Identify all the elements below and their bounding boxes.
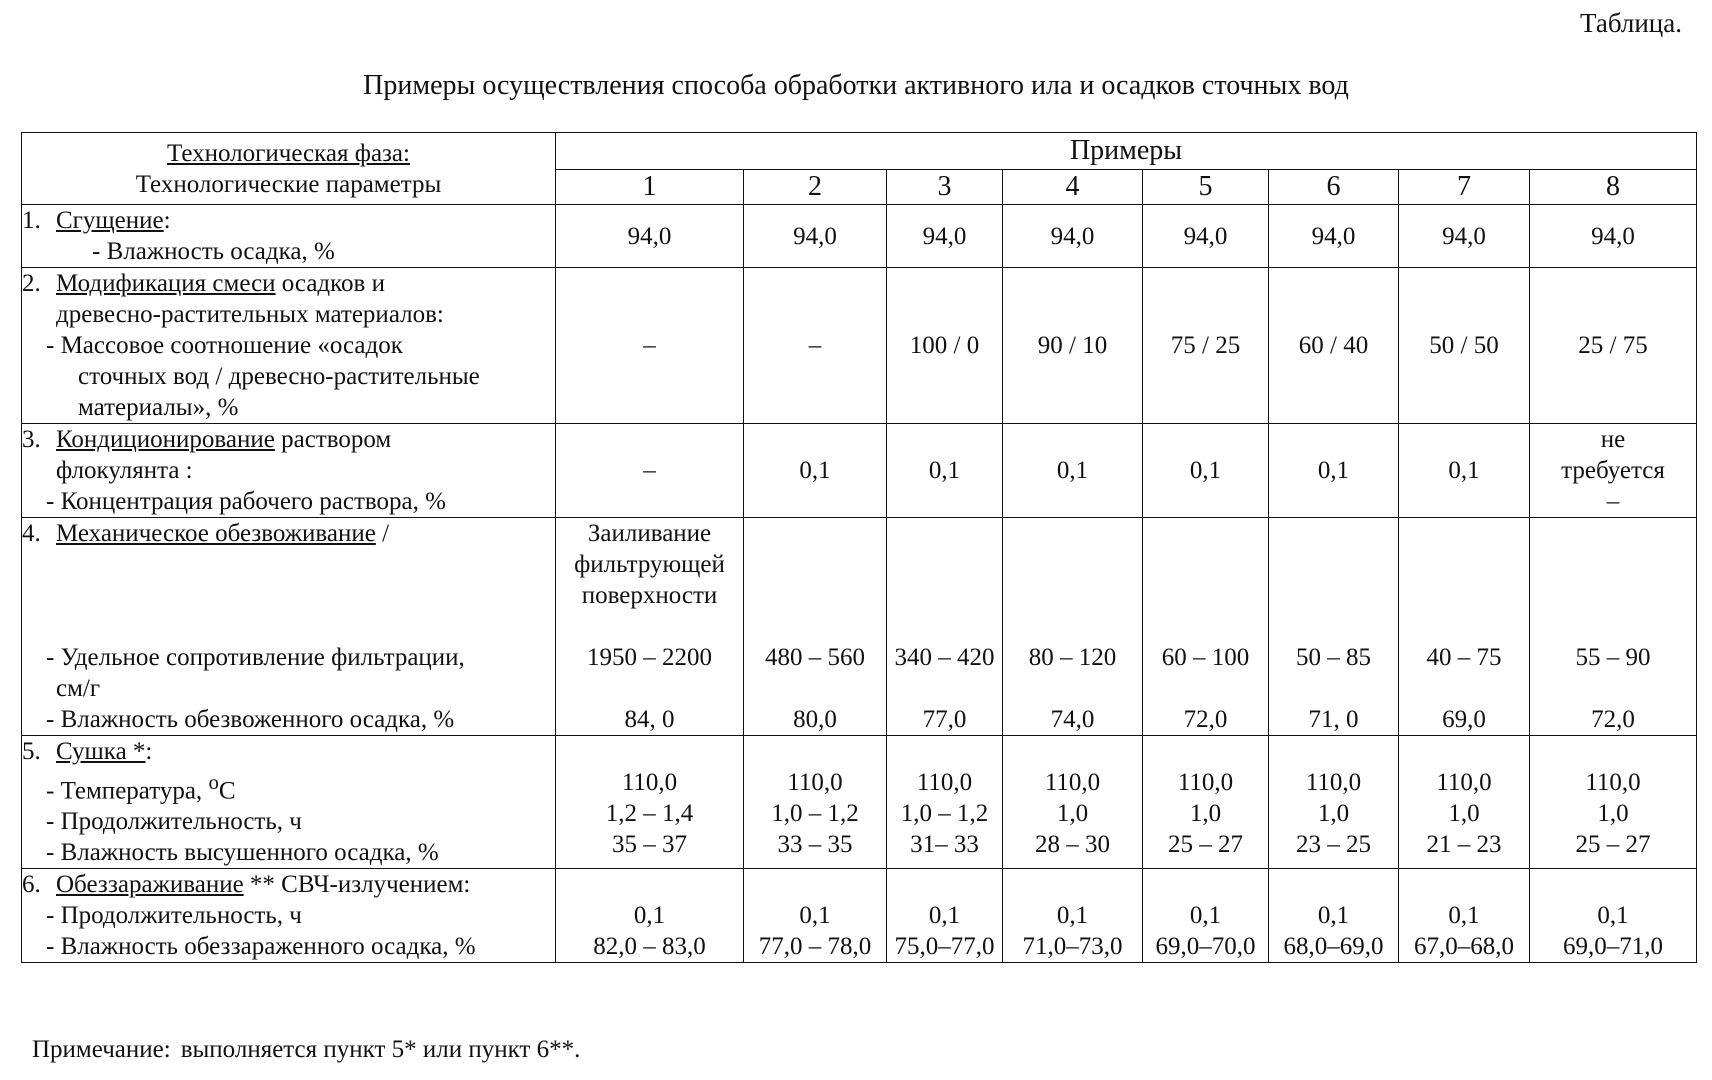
param-label: - Влажность высушенного осадка, % [46, 839, 439, 867]
value-cell: 0,1 [1399, 424, 1530, 518]
value-line: 110,0 [1044, 769, 1101, 796]
value-cell [1399, 518, 1530, 736]
param-label: - Влажность осадка, % [92, 238, 335, 265]
example-number: 7 [1399, 170, 1530, 205]
phase-name: Механическое обезвоживание [56, 520, 376, 547]
value-cell: 0,1 [744, 424, 887, 518]
param-label-cont: сточных вод / древесно-растительные [78, 363, 480, 390]
phase-name: Сгущение [56, 207, 164, 234]
value-line: 0,1 [633, 902, 666, 930]
value-cell [1269, 869, 1399, 963]
value-cell [1530, 518, 1697, 736]
value-line: 50 – 85 [1296, 644, 1371, 671]
value-line: 25 – 27 [1168, 831, 1243, 858]
value-line: 67,0–68,0 [1414, 933, 1514, 961]
value-line: 110,0 [1585, 769, 1641, 796]
value-line: 110,0 [1436, 769, 1492, 796]
value-line: 340 – 420 [894, 644, 995, 671]
value-line: 1,0 [1448, 800, 1480, 827]
value-line: 72,0 [1591, 706, 1635, 733]
drying-params [22, 736, 556, 869]
value-line: 110,0 [787, 769, 843, 796]
value-line: 68,0–69,0 [1283, 933, 1384, 961]
disinfection-params [22, 869, 556, 963]
value-line: 31– 33 [910, 831, 979, 858]
phase-suffix: : [163, 207, 171, 234]
phase-suffix: осадков и [275, 270, 385, 297]
value-line: 33 – 35 [777, 831, 853, 858]
param-label-cont: см/г [56, 675, 101, 702]
value-line: 71,0–73,0 [1022, 933, 1123, 961]
value-line: 77,0 – 78,0 [758, 933, 872, 961]
value-cell: 94,0 [1399, 205, 1530, 268]
value-cell [1003, 736, 1143, 869]
example-number: 4 [1003, 170, 1143, 205]
row-number: 2. [22, 270, 41, 297]
param-label: - Продолжительность, ч [46, 808, 302, 836]
param-label-cont: материалы», % [78, 394, 239, 421]
phase-suffix: раствором [274, 426, 392, 453]
header-phase-label: Технологическая фаза: [167, 139, 410, 167]
spacer [556, 673, 743, 704]
value-line: 25 – 27 [1575, 831, 1651, 858]
value-cell: 75 / 25 [1143, 268, 1269, 424]
value-line: 1,0 – 1,2 [900, 800, 989, 827]
value-line: 1,0 – 1,2 [771, 800, 859, 827]
value-cell: 100 / 0 [887, 268, 1003, 424]
footnote [32, 1036, 580, 1064]
param-text: - Температура, [46, 777, 209, 805]
value-line: требуется [1561, 457, 1665, 484]
value-line: 77,0 [922, 706, 967, 733]
value-line: 69,0–71,0 [1563, 933, 1664, 961]
phase-suffix: : [145, 738, 153, 765]
spacer [556, 611, 743, 642]
value-cell [887, 518, 1003, 736]
header-examples: Примеры [556, 133, 1697, 170]
value-cell: 94,0 [1269, 205, 1399, 268]
value-line: фильтрующей [574, 551, 725, 578]
value-line: 0,1 [928, 902, 961, 930]
value-line: 71, 0 [1308, 706, 1359, 733]
value-line: 1,0 [1189, 800, 1222, 827]
footnote-text: выполняется пункт 5* или пункт 6**. [180, 1036, 581, 1063]
value-line: 110,0 [1177, 769, 1234, 796]
thickening-params [22, 205, 556, 268]
phase-name: Сушка * [56, 738, 146, 765]
value-line: 28 – 30 [1035, 831, 1110, 858]
value-line: 0,1 [1317, 902, 1350, 930]
row-number: 5. [22, 738, 41, 765]
degree-mark: o [208, 770, 219, 794]
value-cell: 94,0 [556, 205, 744, 268]
value-cell [1143, 736, 1269, 869]
table-row-modification [22, 268, 1697, 424]
value-cell: 94,0 [1143, 205, 1269, 268]
value-line: 1950 – 2200 [587, 644, 712, 671]
value-cell [1269, 736, 1399, 869]
row-number: 3. [22, 426, 41, 453]
value-line: 82,0 – 83,0 [593, 933, 706, 961]
value-line: 480 – 560 [765, 644, 865, 671]
value-line: 0,1 [1597, 902, 1629, 930]
value-line: 21 – 23 [1426, 831, 1502, 858]
value-cell: – [556, 268, 744, 424]
value-line: 69,0 [1442, 706, 1486, 733]
value-cell [1143, 518, 1269, 736]
phase-suffix: ** СВЧ-излучением: [243, 871, 471, 899]
value-cell: 60 / 40 [1269, 268, 1399, 424]
value-line: 35 – 37 [612, 831, 687, 858]
table-row-dewatering [22, 518, 1697, 736]
value-line: 110,0 [621, 769, 678, 796]
value-cell: 90 / 10 [1003, 268, 1143, 424]
value-line: 0,1 [1056, 902, 1089, 930]
table-label: Таблица. [1580, 8, 1682, 38]
phase-name: Обеззараживание [56, 871, 244, 899]
example-number: 5 [1143, 170, 1269, 205]
value-cell: – [744, 268, 887, 424]
value-line: 40 – 75 [1426, 644, 1502, 671]
value-line: 55 – 90 [1575, 644, 1651, 671]
phase-name: Модификация смеси [56, 270, 276, 297]
value-cell: 0,1 [1143, 424, 1269, 518]
example-number: 1 [556, 170, 744, 205]
value-line: 84, 0 [624, 706, 675, 733]
phase-suffix: / [375, 520, 390, 547]
value-line: – [1606, 488, 1620, 515]
value-cell [1003, 869, 1143, 963]
value-line: 1,0 [1317, 800, 1350, 827]
value-line: 74,0 [1050, 706, 1095, 733]
value-cell: 0,1 [1003, 424, 1143, 518]
value-cell [1143, 869, 1269, 963]
table-row-thickening [22, 205, 1697, 268]
value-line: 69,0–70,0 [1155, 933, 1256, 961]
value-cell [556, 736, 744, 869]
value-cell [556, 518, 744, 736]
value-line: 1,0 [1597, 800, 1629, 827]
table-row-disinfection [22, 869, 1697, 963]
example-number: 2 [744, 170, 887, 205]
value-cell: 25 / 75 [1530, 268, 1697, 424]
value-line: 0,1 [1189, 902, 1222, 930]
value-cell [1530, 736, 1697, 869]
value-line: 80,0 [793, 706, 837, 733]
table-row-drying [22, 736, 1697, 869]
value-line: Заиливание [587, 520, 712, 547]
document-title: Примеры осуществления способа обработки активного ила и осадков сточных вод [363, 70, 1349, 101]
value-cell [1399, 736, 1530, 869]
param-label: - Влажность обезвоженного осадка, % [46, 706, 455, 733]
value-line: 0,1 [1448, 902, 1480, 930]
value-cell [887, 736, 1003, 869]
header-parameter-cell [22, 133, 556, 205]
value-cell [1530, 869, 1697, 963]
spacer [22, 549, 555, 642]
param-label: - Влажность обеззараженного осадка, % [46, 933, 476, 961]
value-cell: 94,0 [1530, 205, 1697, 268]
examples-table [21, 132, 1697, 963]
value-cell: 94,0 [887, 205, 1003, 268]
param-label: - Концентрация рабочего раствора, % [46, 488, 446, 515]
value-line: 0,1 [799, 902, 831, 930]
value-line: 23 – 25 [1296, 831, 1371, 858]
phase-line2: древесно-растительных материалов: [56, 301, 444, 328]
value-cell: 0,1 [887, 424, 1003, 518]
param-label: - Массовое соотношение «осадок [46, 332, 403, 359]
row-number: 1. [22, 207, 41, 234]
value-cell: 94,0 [744, 205, 887, 268]
value-cell [887, 869, 1003, 963]
value-line: 72,0 [1183, 706, 1228, 733]
header-row-examples [22, 133, 1697, 170]
value-cell [1399, 869, 1530, 963]
value-line: 1,0 [1056, 800, 1089, 827]
example-number: 6 [1269, 170, 1399, 205]
value-cell [556, 869, 744, 963]
value-line: 110,0 [916, 769, 973, 796]
table-row-conditioning [22, 424, 1697, 518]
value-cell: – [556, 424, 744, 518]
example-number: 8 [1530, 170, 1697, 205]
value-cell: 94,0 [1003, 205, 1143, 268]
value-cell-not-required [1530, 424, 1697, 518]
value-cell: 50 / 50 [1399, 268, 1530, 424]
value-line: 60 – 100 [1161, 644, 1250, 671]
header-params-label: Технологические параметры [135, 170, 442, 198]
value-cell [744, 869, 887, 963]
dewatering-params [22, 518, 556, 736]
value-cell [1003, 518, 1143, 736]
phase-line2: флокулянта : [56, 457, 193, 484]
modification-params [22, 268, 556, 424]
value-line: 110,0 [1305, 769, 1362, 796]
phase-name: Кондиционирование [56, 426, 275, 453]
param-label: - Удельное сопротивление фильтрации, [46, 644, 465, 671]
row-number: 4. [22, 520, 41, 547]
value-line: 80 – 120 [1028, 644, 1117, 671]
value-line: не [1600, 426, 1626, 453]
param-label [22, 767, 555, 806]
value-line: поверхности [581, 582, 718, 609]
value-line: 1,2 – 1,4 [605, 800, 694, 827]
value-line: 75,0–77,0 [894, 933, 995, 961]
value-cell [1269, 518, 1399, 736]
row-number: 6. [22, 871, 41, 899]
value-cell [744, 518, 887, 736]
value-cell: 0,1 [1269, 424, 1399, 518]
unit-text: C [218, 777, 236, 805]
param-label: - Продолжительность, ч [46, 902, 302, 930]
value-cell [744, 736, 887, 869]
example-number: 3 [887, 170, 1003, 205]
footnote-label: Примечание: [32, 1036, 171, 1063]
conditioning-params [22, 424, 556, 518]
